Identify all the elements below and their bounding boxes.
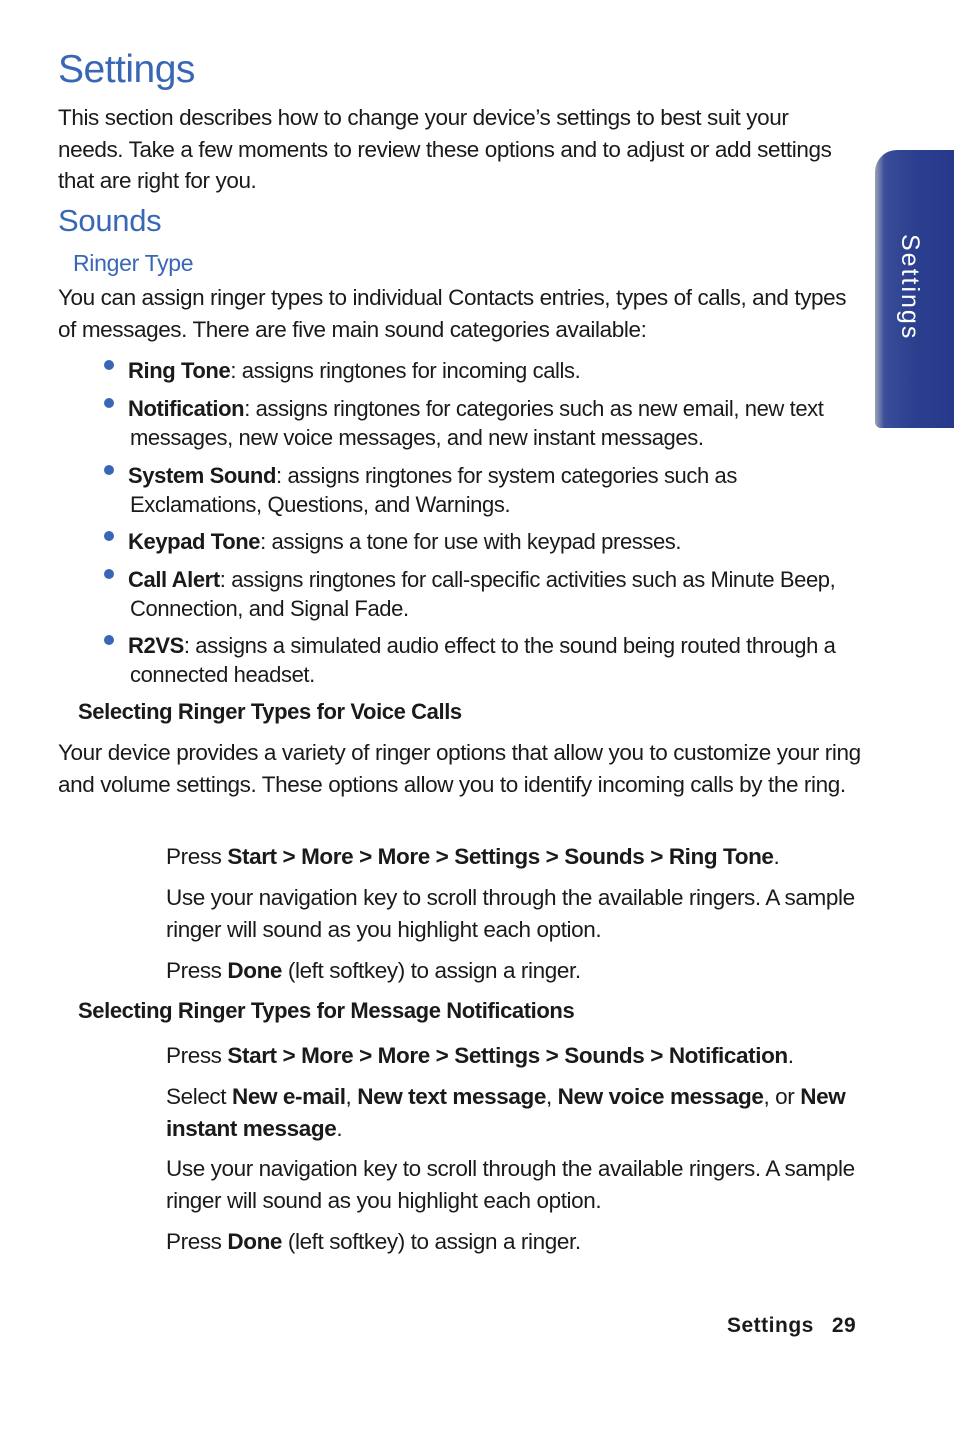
page-number: 29 [831, 1314, 857, 1337]
message-step-2: Select New e-mail, New text message, New voice message, or New instant message. [166, 1084, 846, 1141]
section-heading: Sounds [58, 203, 162, 238]
message-step-4: Press Done (left softkey) to assign a ringer. [166, 1229, 581, 1254]
chapter-tab [875, 150, 954, 428]
message-notifications-heading: Selecting Ringer Types for Message Notifications [78, 998, 575, 1023]
chapter-tab-label: Settings [896, 234, 924, 341]
page-title: Settings [58, 48, 195, 91]
bullet-icon [104, 360, 114, 370]
list-item: Notification: assigns ringtones for categories such as new email, new text messages, new voice messages, and new instant messages. [104, 395, 864, 452]
list-item: System Sound: assigns ringtones for system categories such as Exclamations, Questions, and Warnings. [104, 462, 864, 519]
voice-calls-intro: Your device provides a variety of ringer options that allow you to customize your ring and volume settings. These options allow you to identify incoming calls by the ring. [58, 740, 861, 797]
intro-paragraph: This section describes how to change your device’s settings to best suit your needs. Take a few moments to review these options and to adjust or add settings that are right for you. [58, 105, 832, 193]
ringer-intro-paragraph: You can assign ringer types to individual Contacts entries, types of calls, and types of messages. There are five main sound categories available: [58, 285, 847, 342]
voice-step-3: Press Done (left softkey) to assign a ringer. [166, 958, 581, 983]
voice-calls-heading: Selecting Ringer Types for Voice Calls [78, 699, 462, 724]
message-step-3: Use your navigation key to scroll through the available ringers. A sample ringer will sound as you highlight each option. [166, 1156, 855, 1213]
page-footer [727, 1314, 856, 1338]
list-item: Keypad Tone: assigns a tone for use with keypad presses. [104, 528, 864, 557]
voice-step-2: Use your navigation key to scroll through the available ringers. A sample ringer will sound as you highlight each option. [166, 885, 855, 942]
bullet-icon [104, 635, 114, 645]
message-step-1: Press Start > More > More > Settings > Sounds > Notification. [166, 1043, 794, 1068]
footer-section: Settings [727, 1314, 814, 1337]
voice-step-1: Press Start > More > More > Settings > Sounds > Ring Tone. [166, 844, 780, 869]
bullet-icon [104, 531, 114, 541]
list-item: Call Alert: assigns ringtones for call-specific activities such as Minute Beep, Connection, and Signal Fade. [104, 566, 864, 623]
bullet-icon [104, 465, 114, 475]
bullet-icon [104, 398, 114, 408]
list-item: Ring Tone: assigns ringtones for incoming calls. [104, 357, 864, 386]
list-item: R2VS: assigns a simulated audio effect to the sound being routed through a connected headset. [104, 632, 864, 689]
bullet-icon [104, 569, 114, 579]
subsection-heading: Ringer Type [73, 250, 194, 276]
